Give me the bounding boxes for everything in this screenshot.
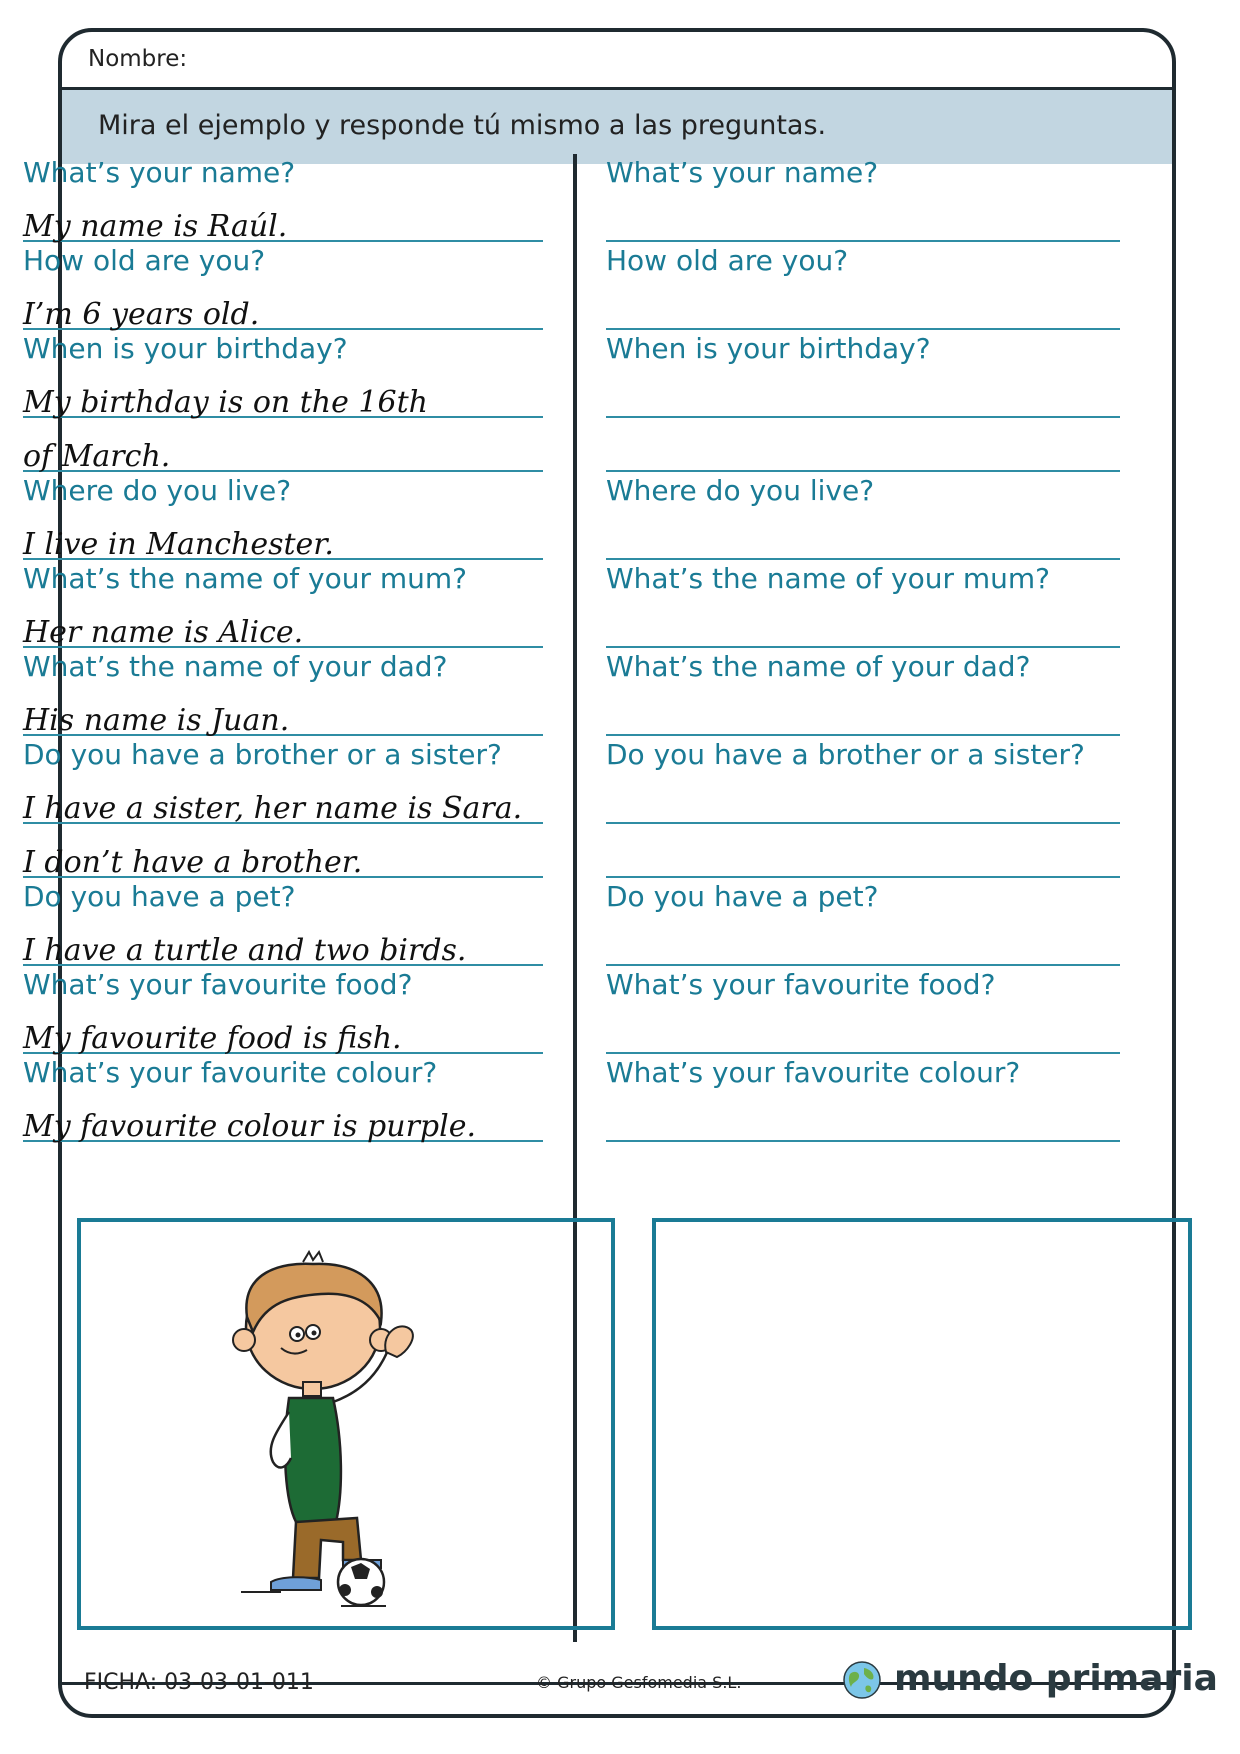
example-answer-text: My birthday is on the 16th (23, 385, 428, 420)
example-question: What’s your favourite food? (23, 968, 413, 1001)
example-question: How old are you? (23, 244, 266, 277)
exercise-question: Do you have a pet? (606, 880, 879, 913)
copyright-text: © Grupo Gesfomedia S.L. (536, 1673, 742, 1692)
answer-line[interactable] (606, 368, 1120, 418)
example-answer-text: His name is Juan. (23, 703, 290, 738)
example-answer-line (23, 510, 543, 560)
example-answer-text: My favourite food is fish. (23, 1021, 402, 1056)
example-answer-line (23, 774, 543, 824)
exercise-question: What’s the name of your mum? (606, 562, 1051, 595)
exercise-question: What’s the name of your dad? (606, 650, 1031, 683)
example-answer-text: My favourite colour is purple. (23, 1109, 477, 1144)
answer-line[interactable] (606, 1004, 1120, 1054)
ficha-code: FICHA: 03-03-01-011 (84, 1670, 314, 1695)
example-answer-line (23, 824, 543, 878)
name-row (62, 32, 1172, 90)
example-question: What’s the name of your mum? (23, 562, 468, 595)
example-answer-text: I have a turtle and two birds. (23, 933, 467, 968)
exercise-question: How old are you? (606, 244, 849, 277)
example-question: What’s the name of your dad? (23, 650, 448, 683)
boy-illustration (81, 1222, 611, 1626)
exercise-question: What’s your favourite colour? (606, 1056, 1021, 1089)
example-answer-line (23, 280, 543, 330)
globe-icon (842, 1660, 882, 1700)
instruction-text: Mira el ejemplo y responde tú mismo a las preguntas. (98, 110, 827, 141)
answer-line[interactable] (606, 686, 1120, 736)
exercise-question: Do you have a brother or a sister? (606, 738, 1085, 771)
example-question: What’s your favourite colour? (23, 1056, 438, 1089)
answer-line[interactable] (606, 916, 1120, 966)
exercise-question: What’s your name? (606, 156, 879, 189)
example-answer-line (23, 598, 543, 648)
example-answer-text: I have a sister, her name is Sara. (23, 791, 523, 826)
example-answer-text: I don’t have a brother. (23, 845, 363, 880)
example-answer-line (23, 916, 543, 966)
example-column (23, 154, 543, 1142)
exercise-picture-box[interactable] (652, 1218, 1192, 1630)
example-answer-text: I live in Manchester. (23, 527, 334, 562)
answer-line[interactable] (606, 774, 1120, 824)
example-answer-line (23, 1092, 543, 1142)
example-answer-line (23, 368, 543, 418)
example-question: Do you have a brother or a sister? (23, 738, 502, 771)
exercise-column (606, 154, 1120, 1142)
answer-line[interactable] (606, 418, 1120, 472)
example-question: Do you have a pet? (23, 880, 296, 913)
example-question: Where do you live? (23, 474, 292, 507)
example-answer-text: My name is Raúl. (23, 209, 288, 244)
example-answer-text: of March. (23, 439, 171, 474)
answer-line[interactable] (606, 192, 1120, 242)
example-question: What’s your name? (23, 156, 296, 189)
example-question: When is your birthday? (23, 332, 348, 365)
answer-line[interactable] (606, 280, 1120, 330)
example-answer-line (23, 192, 543, 242)
answer-line[interactable] (606, 598, 1120, 648)
answer-line[interactable] (606, 510, 1120, 560)
instruction-band (62, 90, 1172, 164)
exercise-question: What’s your favourite food? (606, 968, 996, 1001)
answer-line[interactable] (606, 824, 1120, 878)
brand-name: mundo primaria (894, 1658, 1218, 1699)
example-answer-text: I’m 6 years old. (23, 297, 260, 332)
example-answer-line (23, 686, 543, 736)
example-answer-text: Her name is Alice. (23, 615, 304, 650)
name-label: Nombre: (88, 46, 188, 72)
exercise-question: When is your birthday? (606, 332, 931, 365)
example-picture-box (77, 1218, 615, 1630)
example-answer-line (23, 418, 543, 472)
answer-line[interactable] (606, 1092, 1120, 1142)
example-answer-line (23, 1004, 543, 1054)
exercise-question: Where do you live? (606, 474, 875, 507)
